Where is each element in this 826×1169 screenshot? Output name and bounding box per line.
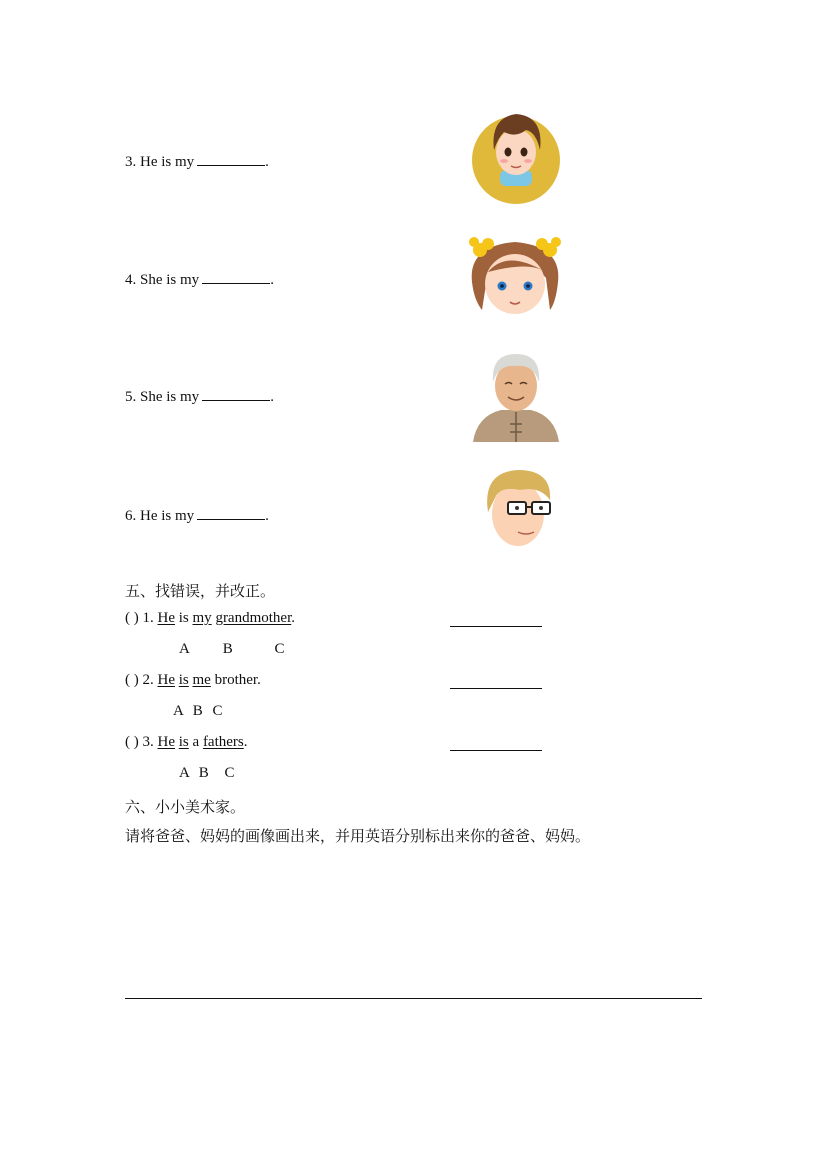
question-4 xyxy=(125,270,274,289)
section-6-instruction: 请将爸爸、妈妈的画像画出来，并用英语分别标出来你的爸爸、妈妈。 xyxy=(125,827,591,845)
word-a: He xyxy=(157,672,175,688)
question-number: 3. xyxy=(125,154,137,170)
letter-c: C xyxy=(224,765,235,781)
section-5-title: 五、找错误，并改正。 xyxy=(125,582,276,600)
question-number: 4. xyxy=(125,272,137,288)
word-a: He xyxy=(157,610,175,626)
period: . xyxy=(257,672,261,688)
question-6 xyxy=(125,506,269,525)
boy-portrait-icon xyxy=(470,110,562,206)
correction-line[interactable] xyxy=(450,687,542,689)
letter-a: A xyxy=(179,641,190,657)
period: . xyxy=(270,272,274,288)
girl-portrait-icon xyxy=(466,232,564,318)
period: . xyxy=(291,610,296,626)
question-5 xyxy=(125,387,274,406)
grandmother-portrait-icon xyxy=(471,350,561,442)
word-c: fathers xyxy=(202,734,244,750)
word-b: is xyxy=(178,672,189,688)
option-letters xyxy=(179,641,285,658)
option-letters xyxy=(173,703,223,720)
section-6-title: 六、小小美术家。 xyxy=(125,798,246,816)
word-c: me xyxy=(192,672,211,688)
error-item-2 xyxy=(125,672,261,689)
question-text: He is my xyxy=(140,508,195,524)
question-text: She is my xyxy=(140,272,200,288)
word: a xyxy=(192,734,200,750)
letter-c: C xyxy=(212,703,223,719)
letter-b: B xyxy=(192,703,203,719)
answer-paren[interactable]: ( ) xyxy=(125,610,139,626)
answer-blank[interactable] xyxy=(197,506,265,520)
word-b: is xyxy=(178,734,189,750)
word: is xyxy=(178,610,189,626)
question-number: 5. xyxy=(125,389,137,405)
word-b: my xyxy=(192,610,212,626)
question-text: He is my xyxy=(140,154,195,170)
question-number: 6. xyxy=(125,508,137,524)
answer-paren[interactable]: ( ) xyxy=(125,734,139,750)
period: . xyxy=(243,734,248,750)
word: brother xyxy=(214,672,258,688)
item-number: 3. xyxy=(142,734,154,750)
drawing-baseline xyxy=(125,998,702,999)
letter-b: B xyxy=(222,641,233,657)
item-number: 1. xyxy=(142,610,154,626)
period: . xyxy=(265,508,269,524)
letter-a: A xyxy=(173,703,184,719)
word-c: grandmother xyxy=(215,610,292,626)
question-3 xyxy=(125,152,269,171)
question-text: She is my xyxy=(140,389,200,405)
answer-blank[interactable] xyxy=(197,152,265,166)
period: . xyxy=(265,154,269,170)
father-portrait-icon xyxy=(480,466,554,552)
correction-line[interactable] xyxy=(450,625,542,627)
period: . xyxy=(270,389,274,405)
letter-b: B xyxy=(198,765,209,781)
letter-c: C xyxy=(274,641,285,657)
item-number: 2. xyxy=(142,672,154,688)
error-item-1 xyxy=(125,610,295,627)
answer-blank[interactable] xyxy=(202,387,270,401)
error-item-3 xyxy=(125,734,248,751)
answer-blank[interactable] xyxy=(202,270,270,284)
letter-a: A xyxy=(179,765,190,781)
word-a: He xyxy=(157,734,175,750)
option-letters xyxy=(179,765,235,782)
correction-line[interactable] xyxy=(450,749,542,751)
answer-paren[interactable]: ( ) xyxy=(125,672,139,688)
